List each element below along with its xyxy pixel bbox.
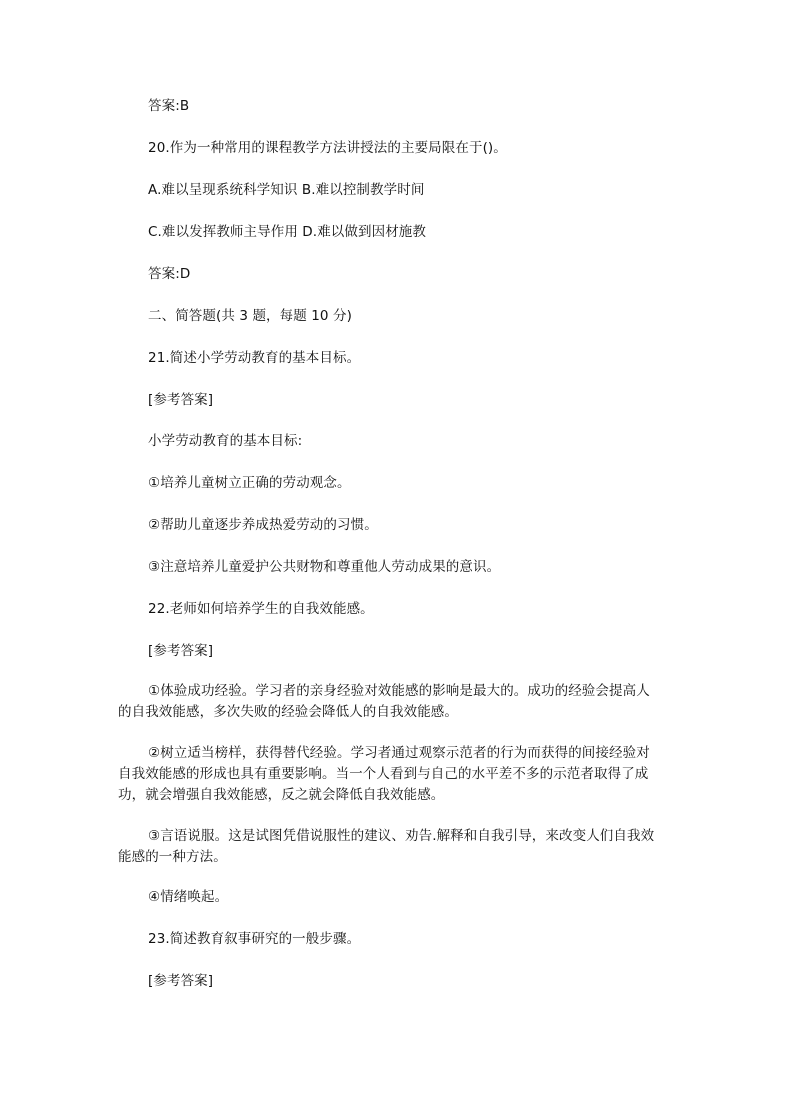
- q22-question: 22.老师如何培养学生的自我效能感。: [148, 601, 374, 617]
- q22-point-1: ①体验成功经验。学习者的亲身经验对效能感的影响是最大的。成功的经验会提高人的自我效能感，多次失败的经验会降低人的自我效能感。: [118, 683, 650, 720]
- q20-question: 20.作为一种常用的课程教学方法讲授法的主要局限在于()。: [148, 140, 507, 156]
- q21-reference-label: [参考答案]: [148, 392, 214, 408]
- q19-answer: 答案:B: [148, 98, 190, 114]
- q21-intro: 小学劳动教育的基本目标:: [148, 433, 303, 449]
- q21-point-1: ①培养儿童树立正确的劳动观念。: [148, 475, 351, 491]
- section-heading: 二、简答题(共 3 题，每题 10 分): [148, 308, 352, 324]
- q20-options-ab: A.难以呈现系统科学知识 B.难以控制教学时间: [148, 182, 425, 198]
- q22-reference-label: [参考答案]: [148, 643, 214, 659]
- q23-question: 23.简述教育叙事研究的一般步骤。: [148, 931, 361, 947]
- q22-point-4: ④情绪唤起。: [148, 889, 229, 905]
- q23-reference-label: [参考答案]: [148, 973, 214, 989]
- q21-point-3: ③注意培养儿童爱护公共财物和尊重他人劳动成果的意识。: [148, 559, 501, 575]
- q22-point-2: ②树立适当榜样，获得替代经验。学习者通过观察示范者的行为而获得的间接经验对自我效能感的形成也具有重要影响。当一个人看到与自己的水平差不多的示范者取得了成功，就会增强自我效能感，反之就会降低自我效能感。: [118, 745, 650, 803]
- q20-answer: 答案:D: [148, 266, 191, 282]
- q21-question: 21.简述小学劳动教育的基本目标。: [148, 350, 361, 366]
- q22-point-3: ③言语说服。这是试图凭借说服性的建议、劝告.解释和自我引导，来改变人们自我效能感的一种方法。: [118, 828, 655, 865]
- q21-point-2: ②帮助儿童逐步养成热爱劳动的习惯。: [148, 517, 378, 533]
- q20-options-cd: C.难以发挥教师主导作用 D.难以做到因材施教: [148, 224, 426, 240]
